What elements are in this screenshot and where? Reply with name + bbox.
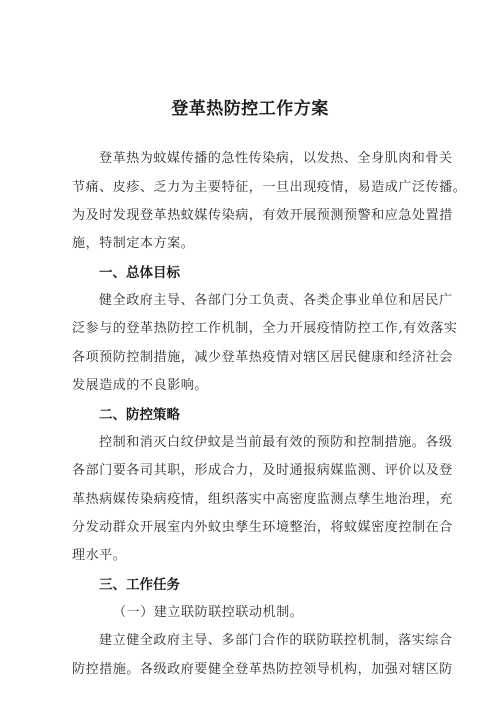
section2-line-5: 理水平。 <box>72 548 127 563</box>
intro-line-1: 登革热为蚊媒传播的急性传染病，以发热、全身肌肉和骨关 <box>99 151 453 166</box>
section3-line-2: 防控措施。各级政府要健全登革热防控领导机构，加强对辖区防 <box>72 662 453 677</box>
section3-line-1: 建立健全政府主导、多部门合作的联防联控机制，落实综合 <box>99 633 453 648</box>
section-heading-3: 三、工作任务 <box>99 577 180 593</box>
section1-line-4: 发展造成的不良影响。 <box>72 378 209 393</box>
section2-line-4: 分发动群众开展室内外蚊虫孳生环境整治，将蚊媒密度控制在合 <box>72 520 453 535</box>
section1-line-1: 健全政府主导、各部门分工负责、各类企事业单位和居民广 <box>99 293 453 308</box>
section2-line-3: 革热病媒传染病疫情，组织落实中高密度监测点孳生地治理，充 <box>72 492 453 507</box>
intro-line-3: 为及时发现登革热蚊媒传染病，有效开展预测预警和应急处置措 <box>72 208 453 223</box>
intro-line-2: 节痛、皮疹、乏力为主要特征，一旦出现疫情，易造成广泛传播。 <box>72 180 467 195</box>
section3-subheading: （一）建立联防联控联动机制。 <box>113 605 304 620</box>
section1-line-3: 各项预防控制措施，减少登革热疫情对辖区居民健康和经济社会 <box>72 350 453 365</box>
section1-line-2: 泛参与的登革热防控工作机制，全力开展疫情防控工作,有效落实 <box>72 321 458 336</box>
section-heading-1: 一、总体目标 <box>99 265 180 281</box>
section2-line-1: 控制和消灭白纹伊蚊是当前最有效的预防和控制措施。各级 <box>99 435 453 450</box>
section-heading-2: 二、防控策略 <box>99 407 180 423</box>
section2-line-2: 各部门要各司其职，形成合力，及时通报病媒监测、评价以及登 <box>72 463 453 478</box>
intro-line-4: 施，特制定本方案。 <box>72 236 195 251</box>
document-title: 登革热防控工作方案 <box>171 99 329 119</box>
